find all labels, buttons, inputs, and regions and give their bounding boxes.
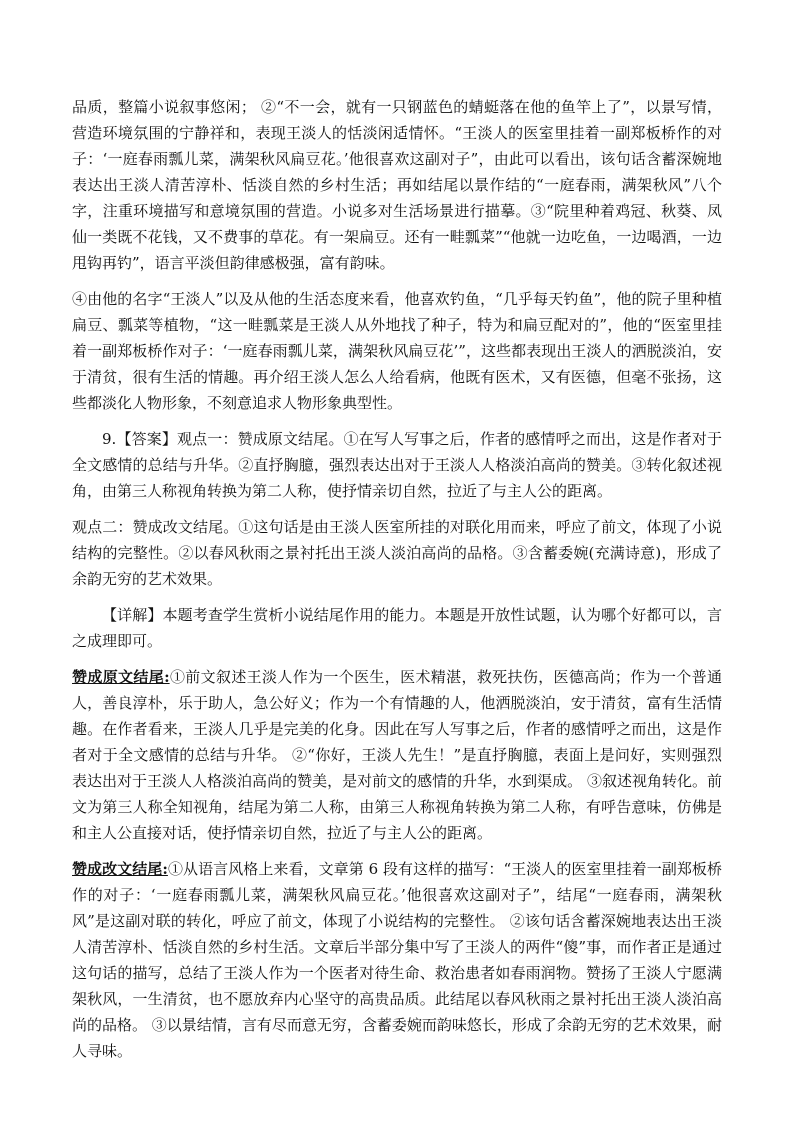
- paragraph-support-revised: [72, 856, 722, 1064]
- paragraph-character-analysis: [72, 286, 722, 416]
- paragraph-answer-9: [72, 426, 722, 504]
- paragraph-text: 品质，整篇小说叙事悠闲； ②“不一会，就有一只钢蓝色的蜻蜓落在他的鱼竿上了”，以景写情，营造环境氛围的宁静祥和，表现王淡人的恬淡闲适情怀。“王淡人的医室里挂着一副郑板桥作的对子：‘一庭春雨瓢儿菜，满架秋风扁豆花。’他很喜欢这副对子”，由此可以看出，该句话含蓄深婉地表达出王淡人清苦淳朴、恬淡自然的乡村生活；再如结尾以景作结的“一庭春雨，满架秋风”八个字，注重环境描写和意境氛围的营造。小说多对生活场景进行描摹。③“院里种着鸡冠、秋葵、凤仙一类既不花钱，又不费事的草花。有一架扁豆。还有一畦瓢菜”“他就一边吃鱼，一边喝酒，一边甩钩再钓”，语言平淡但韵律感极强，富有韵味。: [72, 98, 722, 272]
- paragraph-text: ④由他的名字“王淡人”以及从他的生活态度来看，他喜欢钓鱼，“几乎每天钓鱼”，他的院子里种植扁豆、瓢菜等植物，“这一畦瓢菜是王淡人从外地找了种子，特为和扁豆配对的”，他的“医室里挂着一副郑板桥作对子：‘一庭春雨瓢儿菜，满架秋风扁豆花’”，这些都表现出王淡人的洒脱淡泊，安于清贫，很有生活的情趣。再介绍王淡人怎么人给看病，他既有医术，又有医德，但毫不张扬，这些都淡化人物形象，不刻意追求人物形象典型性。: [72, 290, 722, 412]
- paragraph-detail: [72, 602, 722, 654]
- paragraph-lead-label: 赞成改文结尾:: [72, 860, 168, 878]
- paragraph-text: ①前文叙述王淡人作为一个医生，医术精湛，救死扶伤，医德高尚；作为一个普通人，善良淳朴，乐于助人，急公好义；作为一个有情趣的人，他洒脱淡泊，安于清贫，富有生活情趣。在作者看来，王淡人几乎是完美的化身。因此在写人写事之后，作者的感情呼之而出，这是作者对于全文感情的总结与升华。 ②“你好，王淡人先生！”是直抒胸臆，表面上是问好，实则强烈表达出对于王淡人人格淡泊高尚的赞美，是对前文的感情的升华，水到渠成。 ③叙述视角转化。前文为第三人称全知视角，结尾为第二人称，由第三人称视角转换为第二人称，有呼告意味，仿佛是和主人公直接对话，使抒情亲切自然，拉近了与主人公的距离。: [72, 668, 722, 842]
- paragraph-support-original: [72, 664, 722, 846]
- paragraph-lead-label: 赞成原文结尾:: [72, 668, 170, 686]
- paragraph-text: 观点二：赞成改文结尾。①这句话是由王淡人医室所挂的对联化用而来，呼应了前文，体现了小说结构的完整性。②以春风秋雨之景衬托出王淡人淡泊高尚的品格。③含蓄委婉(充满诗意)，形成了余韵无穷的艺术效果。: [72, 518, 722, 588]
- paragraph-analysis-continued: [72, 94, 722, 276]
- paragraph-text: ①从语言风格上来看，文章第 6 段有这样的描写：“王淡人的医室里挂着一副郑板桥作的对子：‘一庭春雨瓢儿菜，满架秋风扁豆花。’他很喜欢这副对子”，结尾“一庭春雨，满架秋风”是这副对联的转化，呼应了前文，体现了小说结构的完整性。 ②该句话含蓄深婉地表达出王淡人清苦淳朴、恬淡自然的乡村生活。文章后半部分集中写了王淡人的两件“傻”事，而作者正是通过这句话的描写，总结了王淡人作为一个医者对待生命、救治患者如春雨润物。赞扬了王淡人宁愿满架秋风，一生清贫，也不愿放弃内心坚守的高贵品质。此结尾以春风秋雨之景衬托出王淡人淡泊高尚的品格。 ③以景结情，言有尽而意无穷，含蓄委婉而韵味悠长，形成了余韵无穷的艺术效果，耐人寻味。: [72, 860, 722, 1060]
- paragraph-text: 9.【答案】观点一：赞成原文结尾。①在写人写事之后，作者的感情呼之而出，这是作者对于全文感情的总结与升华。②直抒胸臆，强烈表达出对于王淡人人格淡泊高尚的赞美。③转化叙述视角，由第三人称视角转换为第二人称，使抒情亲切自然，拉近了与主人公的距离。: [72, 430, 722, 500]
- paragraph-view-two: [72, 514, 722, 592]
- paragraph-text: 【详解】本题考查学生赏析小说结尾作用的能力。本题是开放性试题，认为哪个好都可以，言之成理即可。: [72, 606, 722, 650]
